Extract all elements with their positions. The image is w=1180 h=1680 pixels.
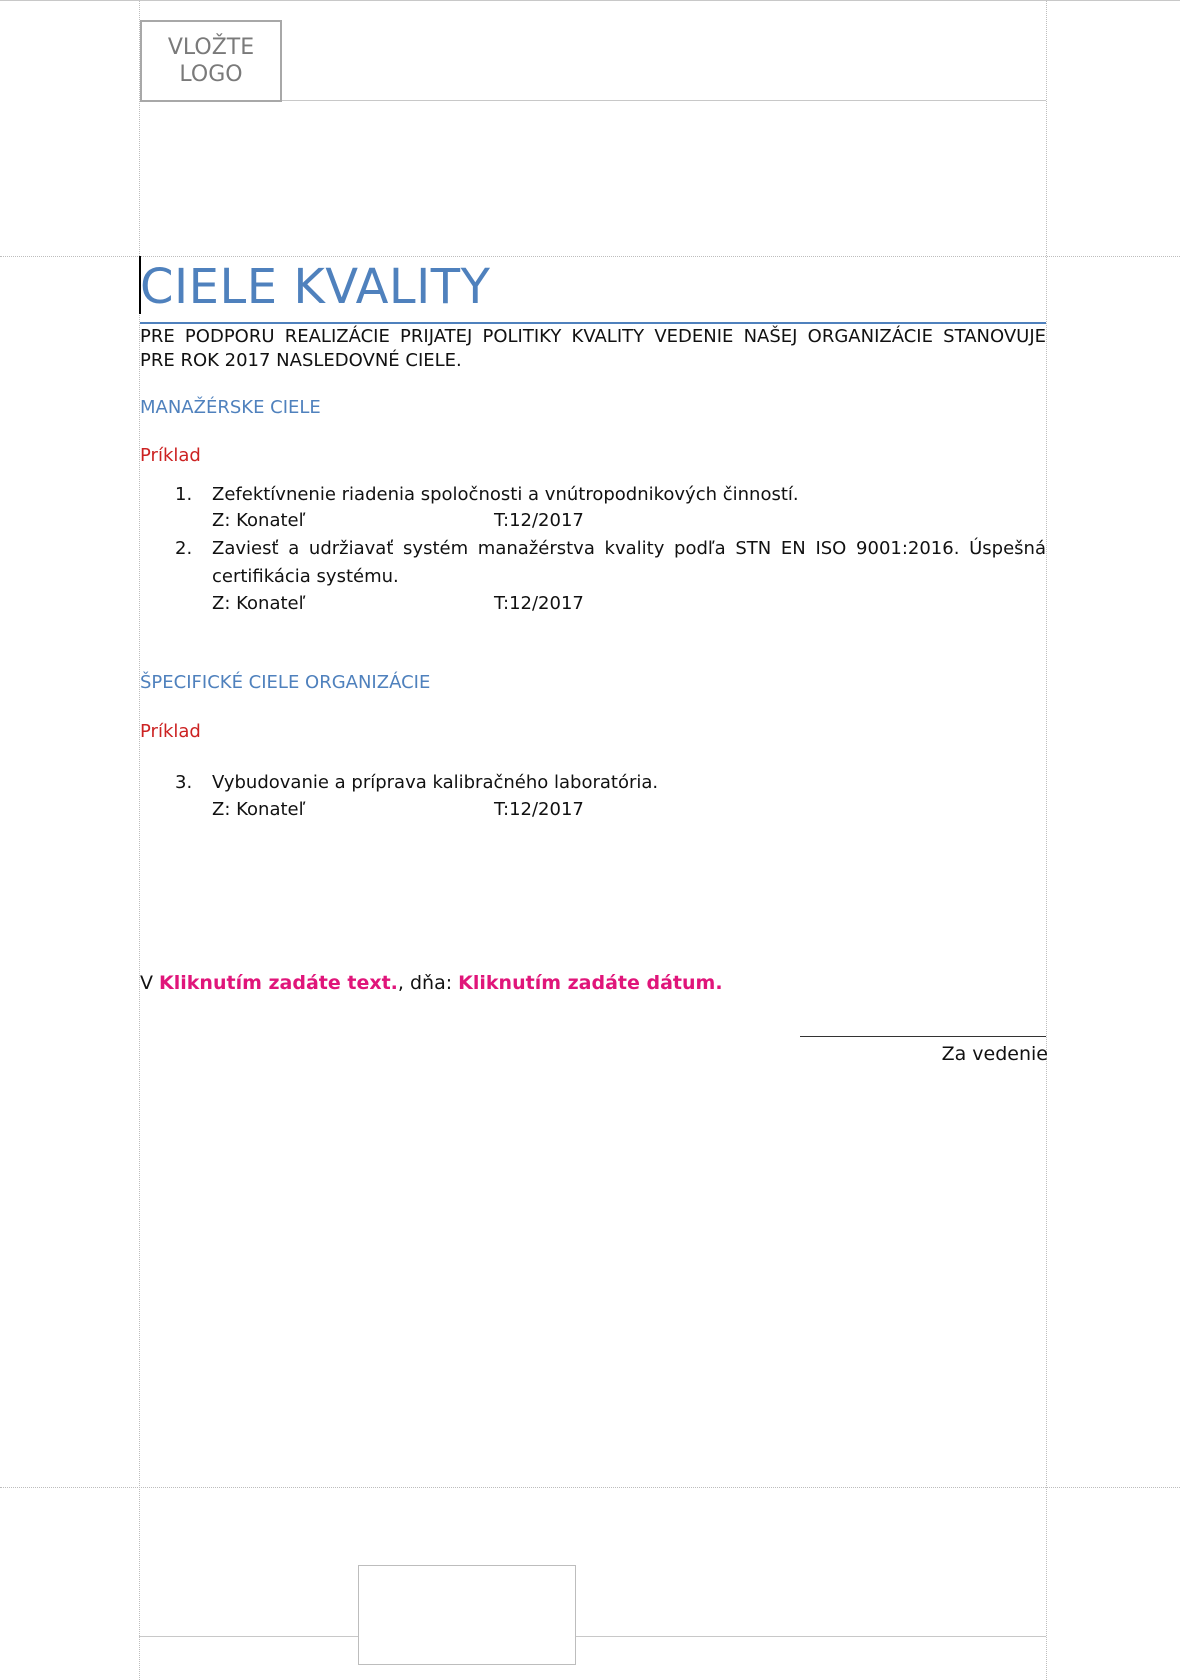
goal-term: T:12/2017 bbox=[494, 510, 584, 531]
example-label: Príklad bbox=[140, 721, 201, 742]
goal-text: Zaviesť a udržiavať systém manažérstva kvality podľa STN EN ISO 9001:2016. Úspešná certifikácia systému. bbox=[212, 538, 1046, 587]
place-date-line bbox=[140, 970, 723, 996]
date-input-placeholder[interactable]: Kliknutím zadáte dátum. bbox=[458, 972, 723, 994]
intro-paragraph: PRE PODPORU REALIZÁCIE PRIJATEJ POLITIKY KVALITY VEDENIE NAŠEJ ORGANIZÁCIE STANOVUJE PRE ROK 2017 NASLEDOVNÉ CIELE. bbox=[140, 326, 1046, 371]
footer-boundary bbox=[0, 1487, 1180, 1488]
header-rule bbox=[278, 100, 1046, 101]
signature-line bbox=[800, 1036, 1046, 1037]
goal-text: Zefektívnenie riadenia spoločnosti a vnútropodnikových činností. bbox=[212, 484, 799, 505]
footer-placeholder-box[interactable] bbox=[358, 1565, 576, 1665]
section-heading-specific: ŠPECIFICKÉ CIELE ORGANIZÁCIE bbox=[140, 672, 431, 693]
goal-term: T:12/2017 bbox=[494, 593, 584, 614]
goal-number: 1. bbox=[175, 484, 193, 505]
footer-rule bbox=[139, 1636, 1046, 1637]
signature-label: Za vedenie bbox=[941, 1043, 1048, 1065]
goal-text: Vybudovanie a príprava kalibračného laboratória. bbox=[212, 772, 659, 793]
page-top-edge bbox=[0, 0, 1180, 1]
goal-number: 3. bbox=[175, 772, 193, 793]
place-prefix: V bbox=[140, 972, 160, 994]
example-label: Príklad bbox=[140, 445, 201, 466]
logo-placeholder[interactable]: VLOŽTE LOGO bbox=[140, 20, 282, 102]
title-underline bbox=[140, 322, 1046, 324]
goal-number: 2. bbox=[175, 538, 193, 559]
goal-responsible: Z: Konateľ bbox=[212, 510, 306, 531]
document-title: CIELE KVALITY bbox=[140, 259, 491, 315]
place-input-placeholder[interactable]: Kliknutím zadáte text. bbox=[159, 972, 398, 994]
page-margin-left bbox=[139, 0, 140, 1680]
page-margin-right bbox=[1046, 0, 1047, 1680]
goal-term: T:12/2017 bbox=[494, 799, 584, 820]
date-prefix: , dňa: bbox=[397, 972, 459, 994]
goal-responsible: Z: Konateľ bbox=[212, 593, 306, 614]
section-heading-management: MANAŽÉRSKE CIELE bbox=[140, 397, 321, 418]
goal-responsible: Z: Konateľ bbox=[212, 799, 306, 820]
